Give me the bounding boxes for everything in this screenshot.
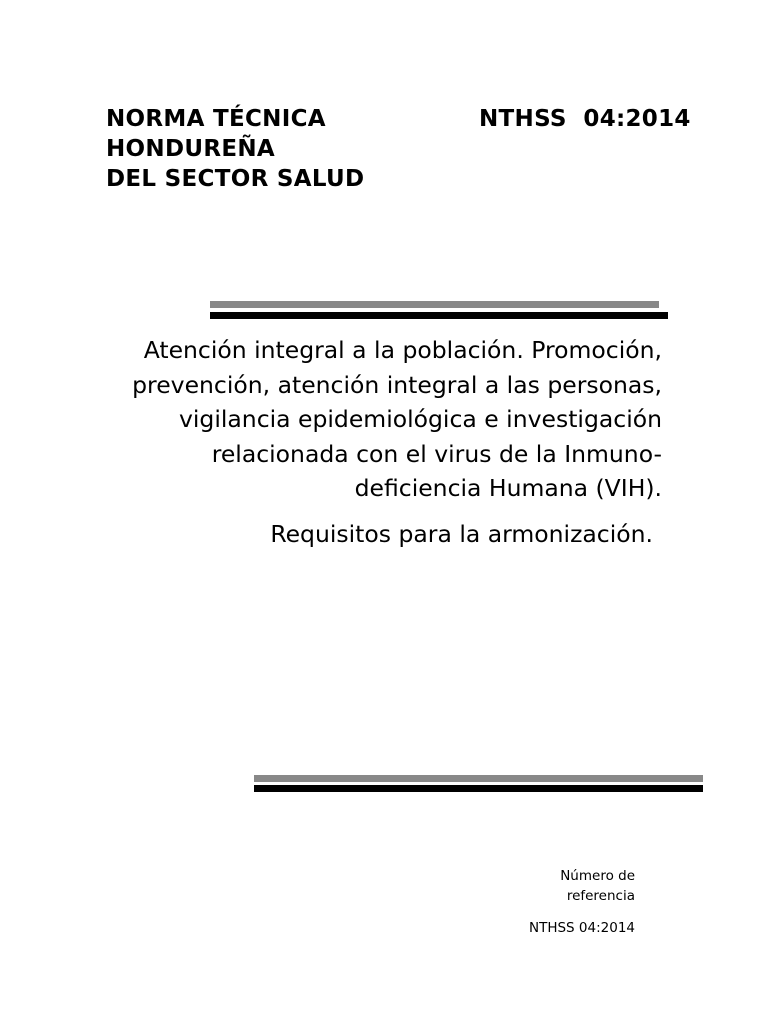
reference-label-line-2: referencia <box>566 888 635 904</box>
standard-title-line-2: HONDUREÑA <box>106 136 275 162</box>
top-divider-black <box>210 312 668 319</box>
standard-title <box>106 104 364 194</box>
standard-title-line-3: DEL SECTOR SALUD <box>106 166 365 192</box>
document-subtitle: Requisitos para la armonización. <box>270 520 653 548</box>
reference-label-line-1: Número de <box>560 868 635 884</box>
reference-code: NTHSS 04:2014 <box>528 920 635 936</box>
reference-label <box>500 866 635 906</box>
top-divider-gray <box>210 301 659 308</box>
document-title: Atención integral a la población. Promoción, prevención, atención integral a las personas, vigilancia epidemiológica e investigación relacionada con el virus de la Inmuno-deficiencia Humana (VIH). <box>132 336 662 502</box>
bottom-divider-gray <box>254 775 703 782</box>
bottom-divider-black <box>254 785 703 792</box>
standard-title-line-1: NORMA TÉCNICA <box>106 106 326 132</box>
standard-code: NTHSS 04:2014 <box>479 106 691 132</box>
